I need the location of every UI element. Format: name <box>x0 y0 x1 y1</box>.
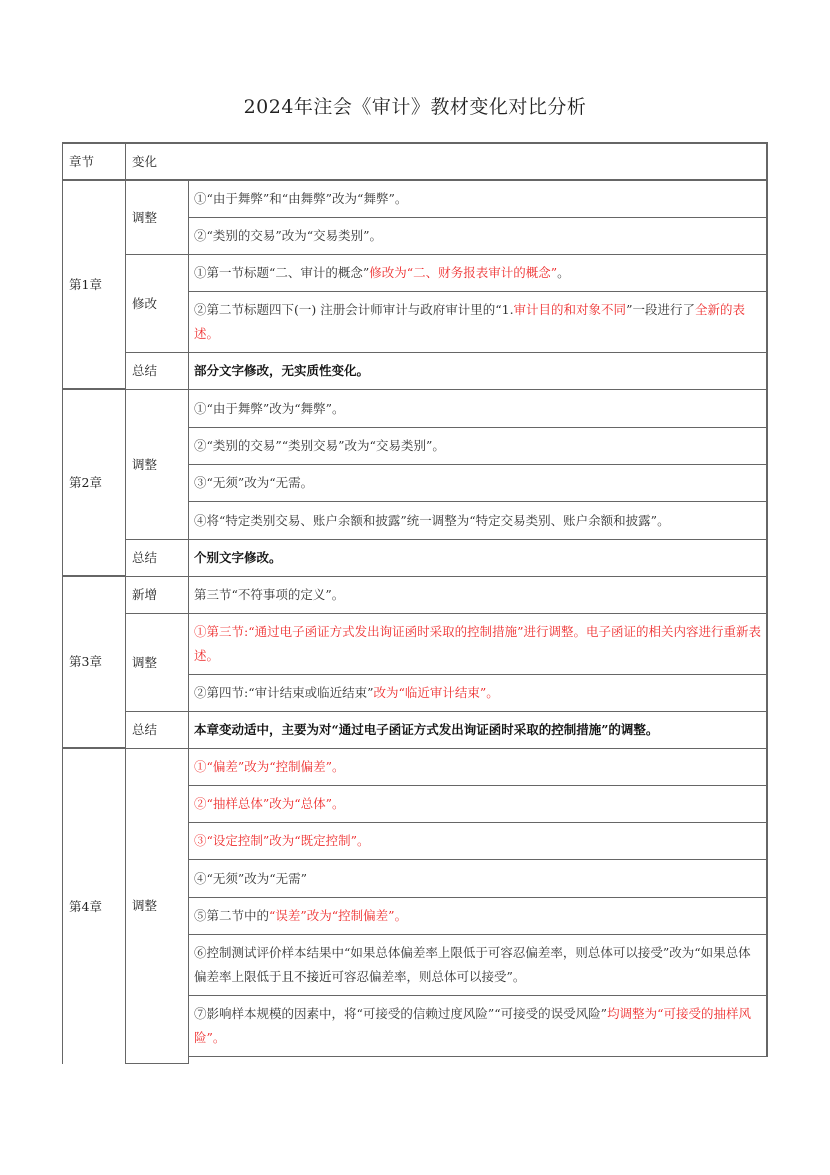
change-item-text <box>194 509 670 533</box>
highlighted-text: 审计目的和对象不同 <box>513 302 627 317</box>
highlighted-text: ①第三节:“通过电子函证方式发出询证函时采取的控制措施”进行调整。电子函证的相关内容进行重新表述。 <box>194 624 761 663</box>
cell-text: 章节 <box>69 153 95 169</box>
change-item <box>188 254 768 292</box>
text-segment: ②“类别的交易”改为“交易类别”。 <box>194 228 383 243</box>
highlighted-text: ①“偏差”改为“控制偏差”。 <box>194 759 345 774</box>
change-item-text <box>194 187 407 211</box>
text-segment: ②“类别的交易”“类别交易”改为“交易类别”。 <box>194 438 445 453</box>
text-segment: ⑤第二节中的 <box>194 908 270 923</box>
change-type-cell <box>125 748 189 1064</box>
change-item <box>188 352 768 390</box>
change-type-cell <box>125 180 189 255</box>
summary-text: 部分文字修改，无实质性变化。 <box>194 363 370 378</box>
change-item-text <box>194 755 345 779</box>
change-item <box>188 995 768 1057</box>
change-item <box>188 539 768 577</box>
text-segment: ⑥控制测试评价样本结果中“如果总体偏差率上限低于可容忍偏差率，则总体可以接受”改为“如果总体偏差率上限低于 <box>194 945 751 984</box>
cell-text: 第4章 <box>69 898 102 914</box>
change-item <box>188 613 768 675</box>
text-segment: ①“由于舞弊”和“由舞弊”改为“舞弊”。 <box>194 191 408 206</box>
text-segment: ①“由于舞弊”改为“舞弊”。 <box>194 400 345 416</box>
change-item-text <box>194 434 445 458</box>
cell-text: 第1章 <box>69 276 102 292</box>
cell-text: 第2章 <box>69 474 102 490</box>
change-item-text <box>194 1002 762 1050</box>
header-chapter <box>62 142 126 181</box>
change-item-text <box>194 867 307 891</box>
text-segment: 且不接近 <box>281 969 332 984</box>
chapter-cell <box>62 576 126 749</box>
change-item <box>188 859 768 898</box>
change-item <box>188 711 768 749</box>
text-segment: 可容忍偏差率，则总体可以接受”。 <box>331 969 526 984</box>
change-type-cell <box>125 254 189 353</box>
change-type-cell <box>125 576 189 614</box>
text-segment: ②第四节:“审计结束或临近结束” <box>194 685 374 700</box>
highlighted-text: 改为“临近审计结束”。 <box>373 685 499 700</box>
change-item-text <box>194 829 370 853</box>
change-item-text <box>194 397 345 421</box>
document-title: 2024年注会《审计》教材变化对比分析 <box>243 96 587 118</box>
change-type-cell <box>125 389 189 540</box>
change-item <box>188 291 768 353</box>
change-item-text <box>194 298 762 346</box>
text-segment: ”一段进行了 <box>626 302 695 317</box>
cell-text: 变化 <box>132 153 158 169</box>
change-item <box>188 501 768 540</box>
change-item-text <box>194 904 407 928</box>
cell-text: 修改 <box>132 295 158 311</box>
change-item-text <box>194 620 762 668</box>
highlighted-text: 全新的表述。 <box>194 302 745 341</box>
change-type-cell <box>125 352 189 390</box>
cell-text: 总结 <box>132 722 158 737</box>
change-item <box>188 180 768 218</box>
change-item <box>188 464 768 502</box>
change-item <box>188 897 768 935</box>
change-item-text <box>194 718 658 742</box>
cell-text: 调整 <box>132 898 158 913</box>
change-type-cell <box>125 539 189 577</box>
change-item-text <box>194 546 282 570</box>
highlighted-text: 修改为“二、财务报表审计的概念” <box>369 265 558 280</box>
highlighted-text: ③“设定控制”改为“既定控制”。 <box>194 833 370 848</box>
chapter-cell <box>62 389 126 577</box>
cell-text: 调整 <box>132 209 158 225</box>
cell-text: 调整 <box>132 654 158 670</box>
change-item-text <box>194 681 499 705</box>
text-segment: ②第二节标题四下(一) 注册会计师审计与政府审计里的“1. <box>194 302 514 317</box>
summary-text: 个别文字修改。 <box>194 550 282 565</box>
change-item <box>188 427 768 465</box>
highlighted-text: “误差”改为“控制偏差”。 <box>269 908 408 923</box>
cell-text: 新增 <box>132 587 158 602</box>
change-item-text <box>194 792 345 816</box>
text-segment: ④“无须”改为“无需” <box>194 870 308 886</box>
change-item <box>188 748 768 786</box>
text-segment: ④将“特定类别交易、账户余额和披露”统一调整为“特定交易类别、账户余额和披露”。 <box>194 512 670 528</box>
chapter-cell <box>62 748 126 1064</box>
text-segment: 第三节“不符事项的定义”。 <box>194 587 345 602</box>
cell-text: 调整 <box>132 456 158 472</box>
chapter-cell <box>62 180 126 390</box>
table-right-border <box>766 142 768 1056</box>
cell-text: 总结 <box>132 363 158 378</box>
change-type-cell <box>125 613 189 712</box>
text-segment: 。 <box>557 265 570 280</box>
change-item-text <box>194 359 369 383</box>
change-item-text <box>194 583 344 607</box>
change-item <box>188 674 768 712</box>
summary-text: 本章变动适中，主要为对“通过电子函证方式发出询证函时采取的控制措施”的调整。 <box>194 722 659 737</box>
change-item <box>188 934 768 996</box>
text-segment: ①第一节标题“二、审计的概念” <box>194 265 370 280</box>
change-item <box>188 217 768 255</box>
change-item <box>188 822 768 860</box>
change-item-text <box>194 941 762 989</box>
change-item-text <box>194 224 382 248</box>
change-item-text <box>194 471 313 495</box>
change-item-text <box>194 261 570 285</box>
text-segment: ③“无须”改为“无需。 <box>194 475 314 490</box>
cell-text: 第3章 <box>69 654 102 669</box>
change-item <box>188 785 768 823</box>
cell-text: 总结 <box>132 550 158 565</box>
header-change <box>125 142 768 181</box>
change-item <box>188 576 768 614</box>
change-type-cell <box>125 711 189 749</box>
highlighted-text: 均调整为“可接受的抽样风险”。 <box>194 1006 751 1045</box>
change-item <box>188 389 768 428</box>
text-segment: ⑦影响样本规模的因素中，将“可接受的信赖过度风险”“可接受的误受风险” <box>194 1006 608 1021</box>
highlighted-text: ②“抽样总体”改为“总体”。 <box>194 796 345 811</box>
